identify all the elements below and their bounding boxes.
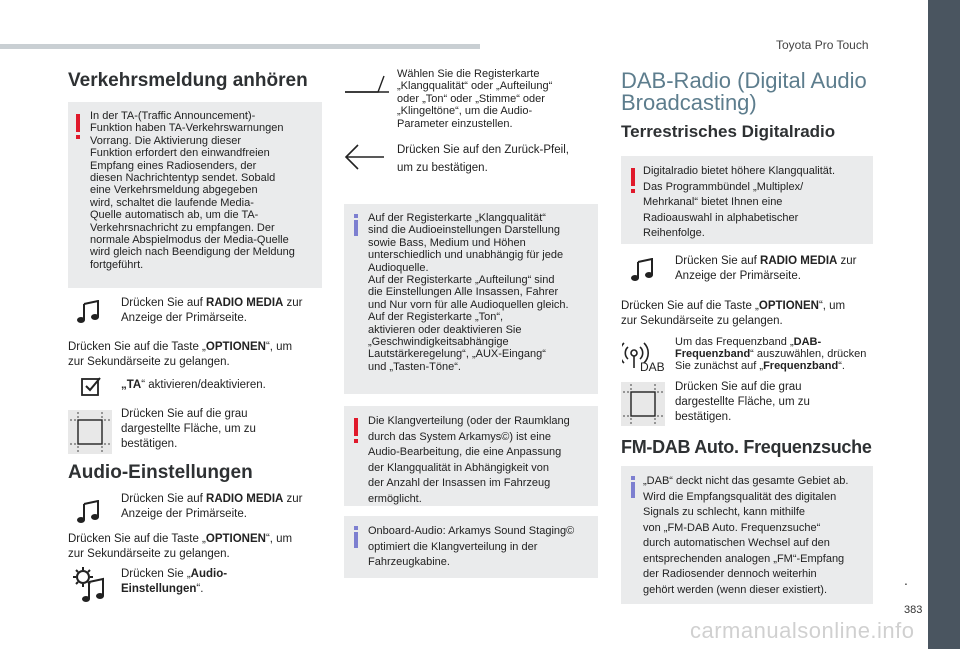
music-settings-icon	[72, 566, 108, 604]
end-mark: .	[904, 572, 908, 588]
section-title-dab	[621, 70, 891, 114]
header-rule	[0, 44, 480, 49]
back-arrow-icon	[344, 142, 386, 172]
step-grey-area-1: Drücken Sie auf die grau dargestellte Fläche, um zu bestätigen.	[121, 408, 256, 450]
step-radio-media-2: Drücken Sie auf RADIO MEDIA zur Anzeige der Primärseite.	[121, 493, 303, 520]
info-note-sound	[344, 204, 598, 394]
header-brand: Toyota Pro Touch	[776, 38, 869, 52]
info-text-fmdab: „DAB“ deckt nicht das gesamte Gebiet ab. Wird die Empfangsqualität des digitalen Signals zu schlecht, kann mithilfe von „FM-DAB Auto. Frequenzsuche“ durch automatischen Wechsel auf den entsprechenden analogen „FM“-Empfang der Radiosender dennoch weiterhin gehört werden (wenn dieser existiert).	[643, 475, 849, 596]
checkbox-icon	[80, 375, 102, 397]
watermark: carmanualsonline.info	[690, 618, 915, 643]
music-note-icon	[76, 300, 104, 324]
info-note-arkamys	[344, 516, 598, 578]
music-note-icon	[76, 500, 104, 524]
heading-dab: DAB-Radio (Digital Audio Broadcasting)	[621, 68, 867, 115]
warning-text-ta: In der TA-(Traffic Announcement)- Funktion haben TA-Verkehrswarnungen Vorrang. Die Aktivierung dieser Funktion erfordert den einwandfreien Empfang eines Radiosenders, der diesen Nachrichtentyp sendet. Sobald eine Verkehrsmeldung abgegeben wird, schaltet die laufende Media- Quelle automatisch ab, um die TA- Verkehrsnachricht zu empfangen. Der normale Abspielmodus der Media-Quelle wird gleich nach Beendigung der Meldung fortgeführt.	[90, 110, 295, 271]
music-note-icon	[630, 258, 658, 282]
info-text-arkamys: Onboard-Audio: Arkamys Sound Staging© optimiert die Klangverteilung in der Fahrzeugkabine.	[368, 525, 575, 568]
grey-area-icon	[68, 410, 112, 454]
step-radio-media-3: Drücken Sie auf RADIO MEDIA zur Anzeige der Primärseite.	[675, 255, 857, 282]
step-grey-area-2: Drücken Sie auf die grau dargestellte Fläche, um zu bestätigen.	[675, 381, 810, 423]
warning-icon	[354, 418, 358, 436]
step-select-tab: Wählen Sie die Registerkarte „Klangqualität“ oder „Aufteilung“ oder „Ton“ oder „Stimme“ oder „Klingeltöne“, um die Audio- Parameter einzustellen.	[397, 68, 553, 130]
step-options-2: Drücken Sie auf die Taste „OPTIONEN“, um zur Sekundärseite zu gelangen.	[68, 533, 293, 560]
step-dab-band: Um das Frequenzband „DAB- Frequenzband“ auszuwählen, drücken Sie zunächst auf „Frequenzband“.	[675, 336, 867, 372]
step-ta-toggle: „TA“ aktivieren/deaktivieren.	[121, 379, 266, 391]
info-note-fmdab	[621, 466, 873, 604]
info-icon	[354, 220, 358, 236]
step-audio-settings: Drücken Sie „Audio- Einstellungen“.	[121, 568, 228, 595]
heading-audio: Audio-Einstellungen	[68, 462, 253, 483]
warning-note-ta	[68, 102, 322, 288]
section-title-audio	[68, 462, 253, 484]
page-number: 383	[904, 604, 923, 616]
warning-text-arkamys: Die Klangverteilung (oder der Raumklang durch das System Arkamys©) ist eine Audio-Bearbeitung, die eine Anpassung der Klangqualität in Abhängigkeit von der Anzahl der Insassen im Fahrzeug ermöglicht.	[368, 415, 570, 505]
warning-icon	[631, 168, 635, 186]
step-options-1: Drücken Sie auf die Taste „OPTIONEN“, um zur Sekundärseite zu gelangen.	[68, 341, 293, 368]
warning-note-digital	[621, 156, 873, 244]
warning-note-arkamys	[344, 406, 598, 506]
tab-icon	[344, 74, 390, 98]
section-title-traffic	[68, 70, 308, 92]
dab-icon-label: DAB	[640, 360, 665, 374]
step-radio-media-1: Drücken Sie auf RADIO MEDIA zur Anzeige der Primärseite.	[121, 297, 303, 324]
info-icon	[631, 482, 635, 498]
heading-terrestrial: Terrestrisches Digitalradio	[621, 122, 836, 141]
step-back-arrow: Drücken Sie auf den Zurück-Pfeil, um zu bestätigen.	[397, 144, 569, 174]
heading-fmdab: FM-DAB Auto. Frequenzsuche	[621, 437, 872, 457]
info-text-sound: Auf der Registerkarte „Klangqualität“ sind die Audioeinstellungen Darstellung sowie Bass, Medium und Höhen unterschiedlich und unabhängig für jede Audioquelle. Auf der Registerkarte „Aufteilung“ sind die Einstellungen Alle Insassen, Fahrer und Nur vorn für alle Audioquellen gleich. Auf der Registerkarte „Ton“, aktivieren oder deaktivieren Sie „Geschwindigkeitsabhängige Lautstärkeregelung“, „AUX-Eingang“ und „Tasten-Töne“.	[368, 212, 569, 373]
grey-area-icon	[621, 382, 665, 426]
dab-radio-icon	[622, 338, 666, 374]
side-strip	[928, 0, 960, 649]
heading-traffic: Verkehrsmeldung anhören	[68, 70, 308, 91]
section-subtitle-terrestrial	[621, 122, 835, 142]
step-options-3: Drücken Sie auf die Taste „OPTIONEN“, um zur Sekundärseite zu gelangen.	[621, 300, 846, 327]
warning-text-digital: Digitalradio bietet höhere Klangqualität. Das Programmbündel „Multiplex/ Mehrkanal“ bietet Ihnen eine Radioauswahl in alphabetischer Reihenfolge.	[643, 165, 836, 239]
info-icon	[354, 532, 358, 548]
warning-icon	[76, 114, 80, 132]
section-subtitle-fmdab	[621, 437, 872, 458]
